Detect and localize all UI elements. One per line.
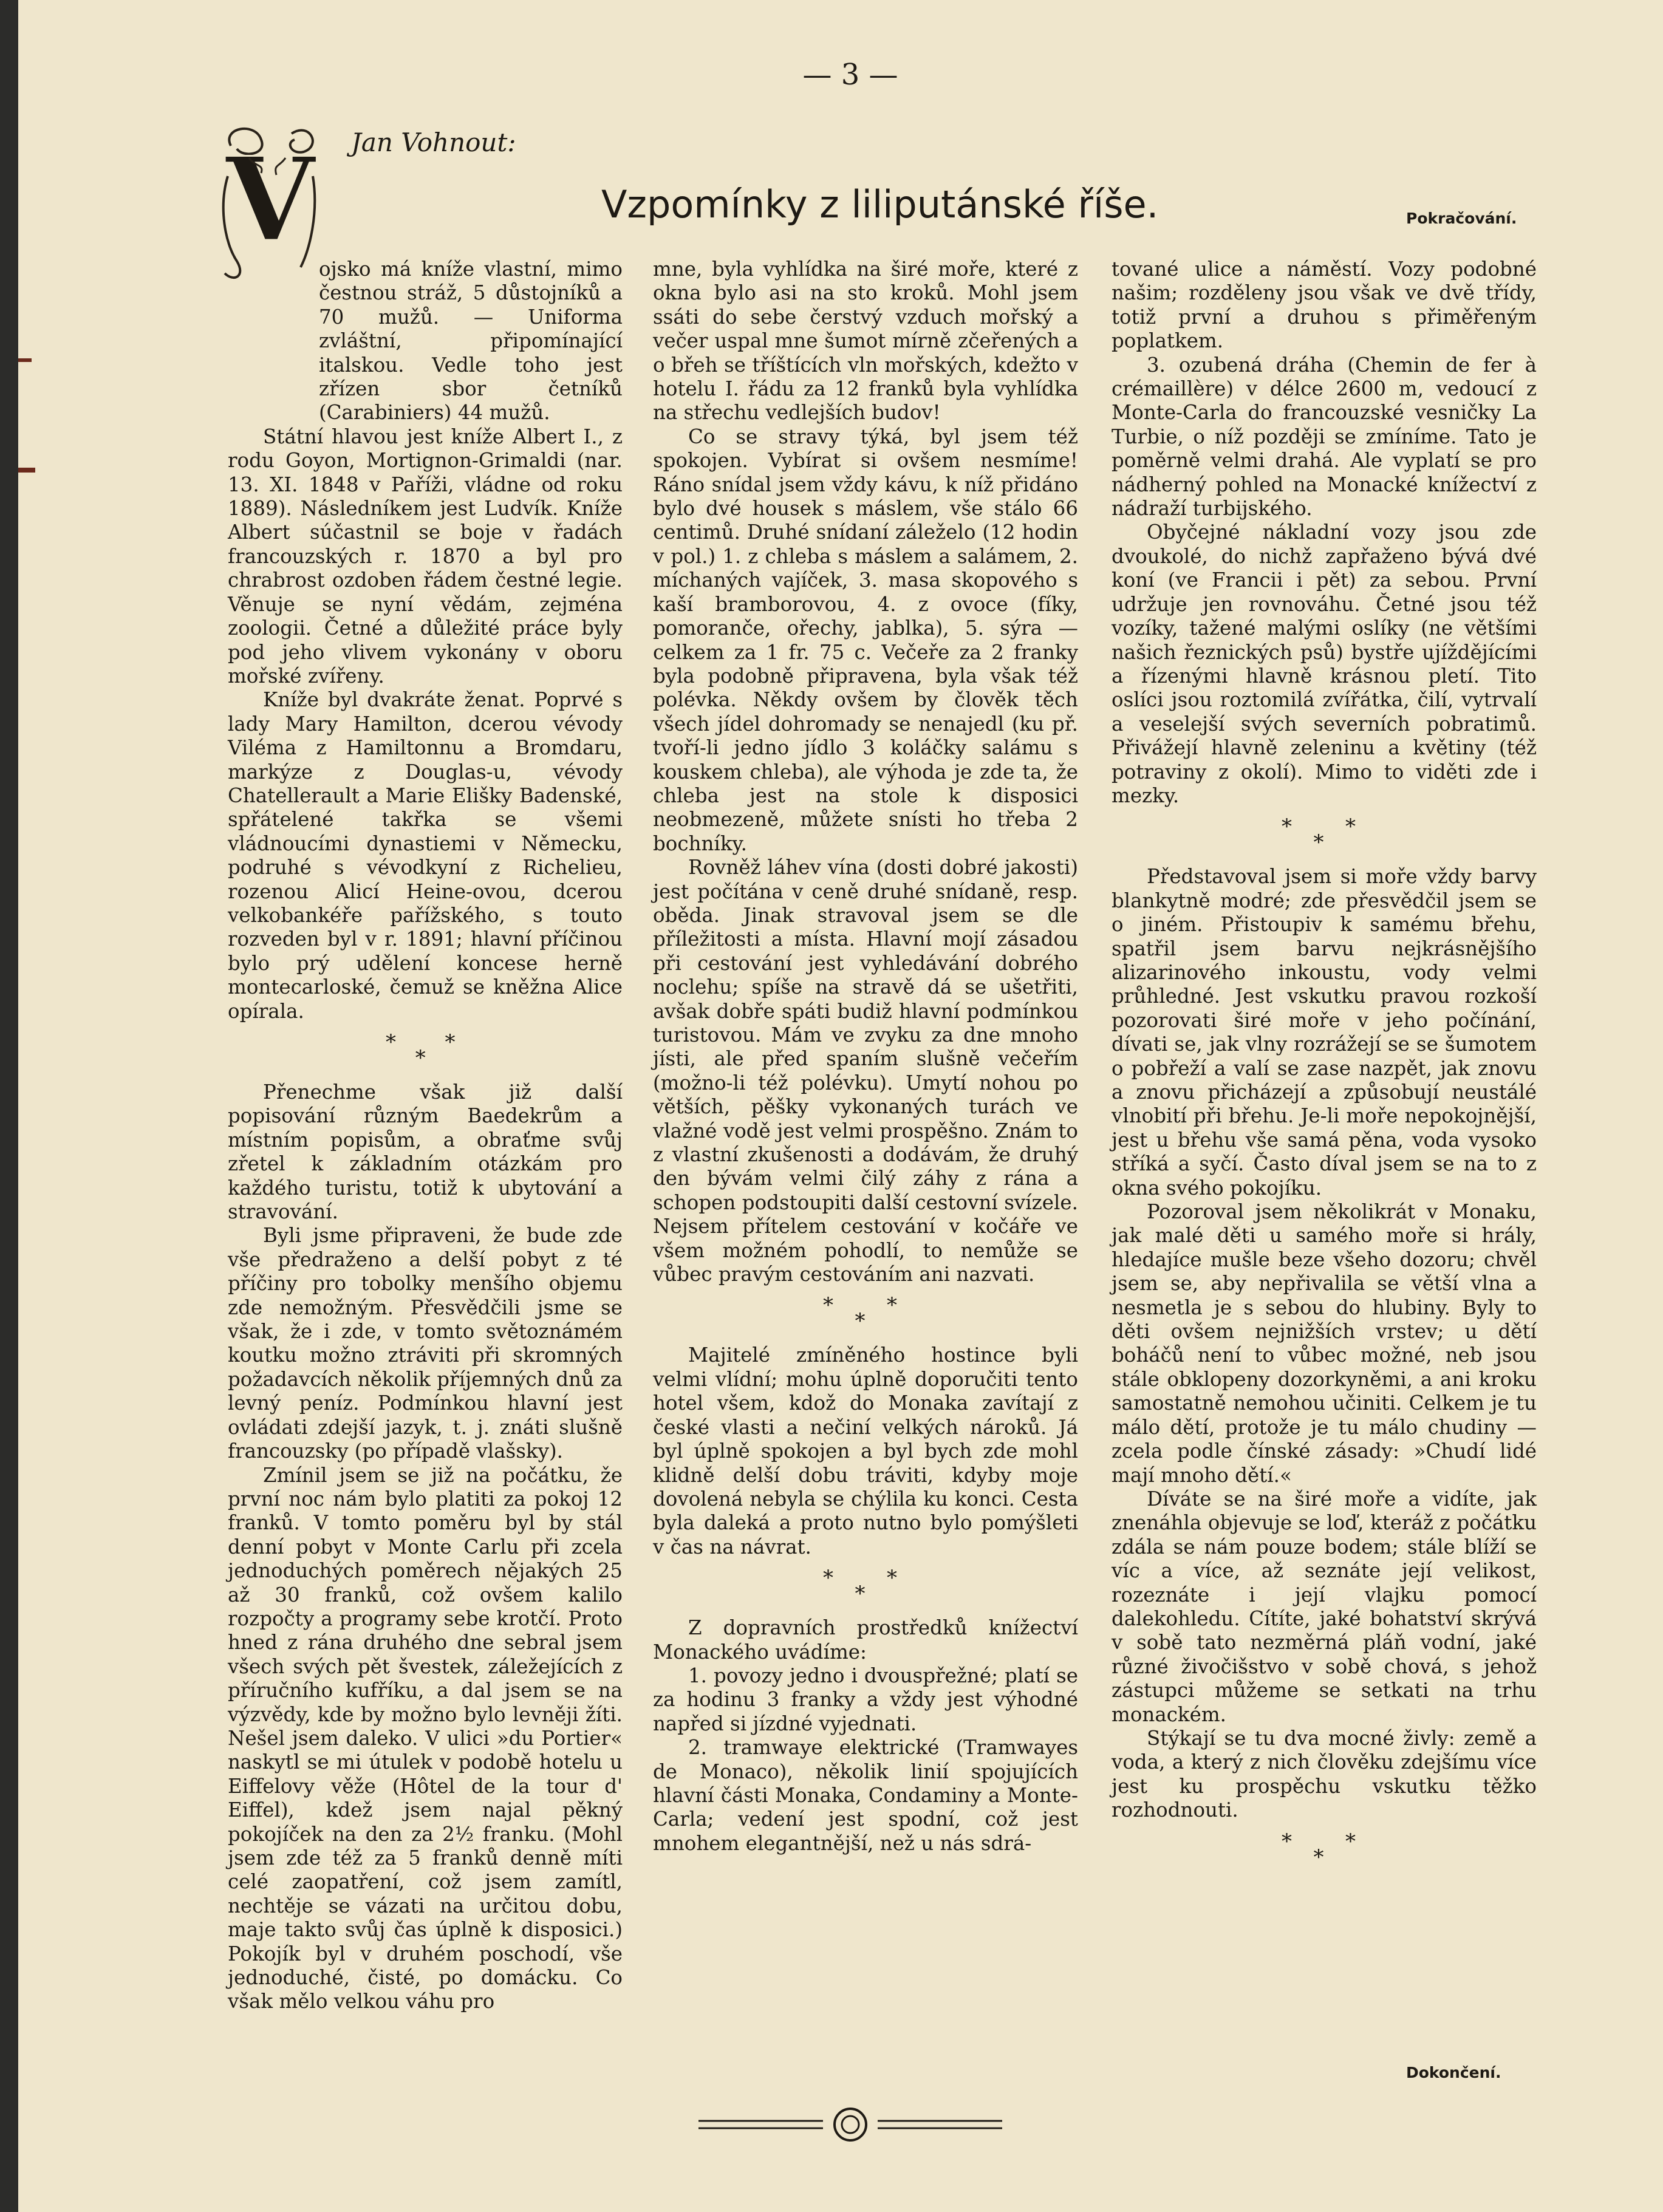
paragraph: Pozoroval jsem několikrát v Monaku, jak malé děti u samého moře si hrály, hledajíce mušle beze všeho dozoru; chvěl jsem se, aby nepřivalila se větší vlna a nesmetla je s sebou do hlubiny. Byly to děti ovšem nejnižších vrstev; u dětí boháčů není to vůbec možné, neb jsou stále obklopeny dozorkyněmi, a ani kroku samostatně nemohou učiniti. Celkem je tu málo dětí, protože je tu málo chudiny — zcela podle čínské zásady: »Chudí lidé mají mnoho dětí.« [1112, 1200, 1537, 1487]
section-divider: * * * [1282, 814, 1356, 855]
list-item: 2. tramwaye elektrické (Tramwayes de Monaco), několik linií spojujících hlavní části Monaka, Condaminy a Monte-Carla; vedení jest spodní, což jest mnohem elegantnější, než u nás sdrá- [653, 1736, 1078, 1855]
column-1 [228, 258, 623, 2014]
paragraph: Zmínil jsem se již na počátku, že první noc nám bylo platiti za pokoj 12 franků. V tomto poměru byl by stál denní pobyt v Monte Carlu při zcela jednoduchých poměrech nějakých 25 až 30 franků, což ovšem kalilo rozpočty a programy sebe krotčí. Proto hned z rána druhého dne sebral jsem všech svých pět švestek, záležejících z příručního kufříku, a dal jsem se na výzvědy, kde by možno bylo levněji žíti. Nešel jsem daleko. V ulici »du Portier« naskytl se mi útulek v podobě hotelu u Eiffelovy věže (Hôtel de la tour d' Eiffel), kdež jsem najal pěkný pokojíček na den za 2½ franku. (Mohl jsem zde též za 5 franků denně míti celé zaopatření, což jsem zamítl, nechtěje se vázati na určitou dobu, maje takto svůj čas úplně k disposici.) Pokojík byl v druhém poschodí, vše jednoduché, čisté, po domácku. Co však mělo velkou váhu pro [228, 1463, 623, 2013]
column-3 [1112, 258, 1537, 1880]
paragraph: Státní hlavou jest kníže Albert I., z rodu Goyon, Mortignon-Grimaldi (nar. 13. XI. 1848 v Paříži, vládne od roku 1889). Následníkem jest Ludvík. Kníže Albert súčastnil se boje v řadách francouzských r. 1870 a byl pro chrabrost ozdoben řádem čestné legie. Věnuje se nyní vědám, zejména zoologii. Četné a důležité práce byly pod jeho vlivem vykonány v oboru mořské zvířeny. [228, 425, 623, 688]
margin-mark [18, 468, 35, 473]
list-item: 3. ozubená dráha (Chemin de fer à crémaillère) v délce 2600 m, vedoucí z Monte-Carla do francouzské vesničky La Turbie, o níž později se zmíníme. Tato je poměrně velmi drahá. Ale vyplatí se pro nádherný pohled na Monacké knížectví z nádraží turbijského. [1112, 353, 1537, 521]
paragraph: mne, byla vyhlídka na širé moře, které z okna bylo asi na sto kroků. Mohl jsem ssáti do sebe čerstvý vzduch mořský a večer uspal mne šumot mírně zčeřených a o břeh se tříštících vln mořských, kdežto v hotelu I. řádu za 12 franků byla vyhlídka na střechu vedlejších budov! [653, 258, 1078, 425]
column-2 [653, 258, 1078, 1855]
article-title: Vzpomínky z liliputánské říše. [601, 182, 1159, 227]
author-name: Jan Vohnout: [351, 128, 516, 157]
paragraph: Co se stravy týká, byl jsem též spokojen. Vybírat si ovšem nesmíme! Ráno snídal jsem vždy kávu, k níž přidáno bylo dvé housek s máslem, vše stálo 66 centimů. Druhé snídaní záleželo (12 hodin v pol.) 1. z chleba s máslem a salámem, 2. míchaných vajíček, 3. masa skopového s kaší bramborovou, 4. z ovoce (fíky, pomoranče, ořechy, jablka), 5. sýra — celkem za 1 fr. 75 c. Večeře za 2 franky byla podobně připravena, byla však též polévka. Někdy ovšem by člověk těch všech jídel dohromady se nenajedl (ku př. tvoří-li jedno jídlo 3 koláčky salámu s kouskem chleba), ale výhoda je zde ta, že chleba jest na stole k disposici neobmezeně, můžete snísti ho třeba 2 bochníky. [653, 425, 1078, 855]
paragraph: Obyčejné nákladní vozy jsou zde dvoukolé, do nichž zapřaženo bývá dvé koní (ve Francii i pět) za sebou. První udržuje jen rovnováhu. Četné jsou též vozíky, tažené malými oslíky (ne většími našich řeznických psů) bystře ujíždějícími a řízenými hlavně krásnou pletí. Tito oslíci jsou roztomilá zvířátka, čilí, vytrvalí a veselejší svých severních pobratimů. Přivážejí hlavně zeleninu a květiny (též potraviny z okolí). Mimo to viděti zde i mezky. [1112, 521, 1537, 807]
initial-letter: V [225, 132, 315, 267]
continued-note: Pokračování. [1406, 210, 1517, 227]
ornament-divider-icon [698, 2106, 1002, 2143]
paragraph: Byli jsme připraveni, že bude zde vše předraženo a delší pobyt z té příčiny pro tobolky menšího objemu zde nemožným. Přesvědčili jsme se však, že i zde, v tomto světoznámém koutku možno ztráviti při skromných požadavcích několik příjemných dnů za levný peníz. Podmínkou hlavní jest ovládati zdejší jazyk, t. j. znáti slušně francouzsky (po případě vlašsky). [228, 1224, 623, 1463]
paragraph: Stýkají se tu dva mocné živly: země a voda, a který z nich člověku zdejšímu více jest ku prospěchu vskutku těžko rozhodnouti. [1112, 1726, 1537, 1822]
paragraph: Kníže byl dvakráte ženat. Poprvé s lady Mary Hamilton, dcerou vévody Viléma z Hamiltonnu a Bromdaru, markýze z Douglas-u, vévody Chatellerault a Marie Elišky Badenské, spřátelené takřka se všemi vládnoucími dynastiemi v Německu, podruhé s vévodkyní z Richelieu, rozenou Alicí Heine-ovou, dcerou velkobankéře pařížského, s touto rozveden byl v r. 1891; hlavní příčinou bylo prý udělení koncese herně montecarloské, čemuž se kněžna Alice opírala. [228, 688, 623, 1023]
list-item: 1. povozy jedno i dvouspřežné; platí se za hodinu 3 franky a vždy jest výhodné napřed si jízdné vyjednati. [653, 1664, 1078, 1735]
section-divider: * * * [823, 1293, 897, 1334]
newspaper-page [18, 0, 1663, 2212]
paragraph: Představoval jsem si moře vždy barvy blankytně modré; zde přesvědčil jsem se o jiném. Přistoupiv k samému břehu, spatřil jsem barvu nejkrásnějšího alizarinového inkoustu, vody velmi průhledné. Jest vskutku pravou rozkoší pozorovati širé moře v jeho počínání, dívati se, jak vlny rozrážejí se se šumotem o pobřeží a valí se zase nazpět, jak znovu a znovu přicházejí a způsobují neustálé vlnobití při břehu. Je-li moře nepokojnější, jest u břehu vše samá pěna, voda vysoko stříká a syčí. Často díval jsem se na to z okna svého pokojíku. [1112, 865, 1537, 1200]
section-divider: * * * [1282, 1829, 1356, 1869]
paragraph: tované ulice a náměstí. Vozy podobné našim; rozděleny jsou však ve dvě třídy, totiž první a druhou s přiměřeným poplatkem. [1112, 258, 1537, 353]
end-note: Dokončení. [1406, 2064, 1501, 2081]
paragraph: Majitelé zmíněného hostince byli velmi vlídní; mohu úplně doporučiti tento hotel všem, kdož do Monaka zavítají z české vlasti a nečiní velkých nároků. Já byl úplně spokojen a byl bych zde mohl klidně delší dobu tráviti, kdyby moje dovolená nebyla se chýlila ku konci. Cesta byla daleká a proto nutno bylo pomýšleti v čas na návrat. [653, 1343, 1078, 1558]
section-divider: * * * [823, 1566, 897, 1606]
paragraph: Díváte se na širé moře a vidíte, jak znenáhla objevuje se loď, kteráž z počátku zdála se nám pouze bodem; stále blíží se víc a více, až seznáte její velikost, rozeznáte i její vlajku pomocí dalekohledu. Cítíte, jaké bohatství skrývá v sobě tato nezměrná pláň vodní, jaké různé živočišstvo v sobě chová, s jehož zástupci můžeme se setkati na trhu monackém. [1112, 1487, 1537, 1726]
page-number: — 3 — [802, 58, 898, 92]
section-divider: * * * [386, 1030, 456, 1070]
paragraph: Z dopravních prostředků knížectví Monackého uvádíme: [653, 1616, 1078, 1664]
paragraph: Přenechme však již další popisování různým Baedekrům a místním popisům, a obraťme svůj zřetel k základním otázkám pro každého turistu, totiž k ubytování a stravování. [228, 1080, 623, 1224]
paragraph: ojsko má kníže vlastní, mimo čestnou stráž, 5 důstojníků a 70 mužů. — Uniforma zvláštní, připomínající italskou. Vedle toho jest zřízen sbor četníků (Carabiniers) 44 mužů. [319, 258, 623, 425]
margin-mark [18, 358, 32, 362]
paragraph: Rovněž láhev vína (dosti dobré jakosti) jest počítána v ceně druhé snídaně, resp. oběda. Jinak stravoval jsem se dle příležitosti a místa. Hlavní mojí zásadou při cestování jest vyhledávání dobrého noclehu; spíše na stravě dá se ušetřiti, avšak dobře spáti budiž hlavní podmínkou turistovou. Mám ve zvyku za dne mnoho jísti, ale před spaním slušně večeřím (možno-li též polévku). Umytí nohou po větších, pěšky vykonaných turách ve vlažné vodě jest velmi prospěšno. Znám to z vlastní zkušenosti a dodávám, že druhý den bývám velmi čilý záhy z rána a schopen podstoupiti další cestovní svízele. Nejsem přítelem cestování v kočáře ve všem možném pohodlí, to nemůže se vůbec pravým cestováním ani nazvati. [653, 856, 1078, 1286]
